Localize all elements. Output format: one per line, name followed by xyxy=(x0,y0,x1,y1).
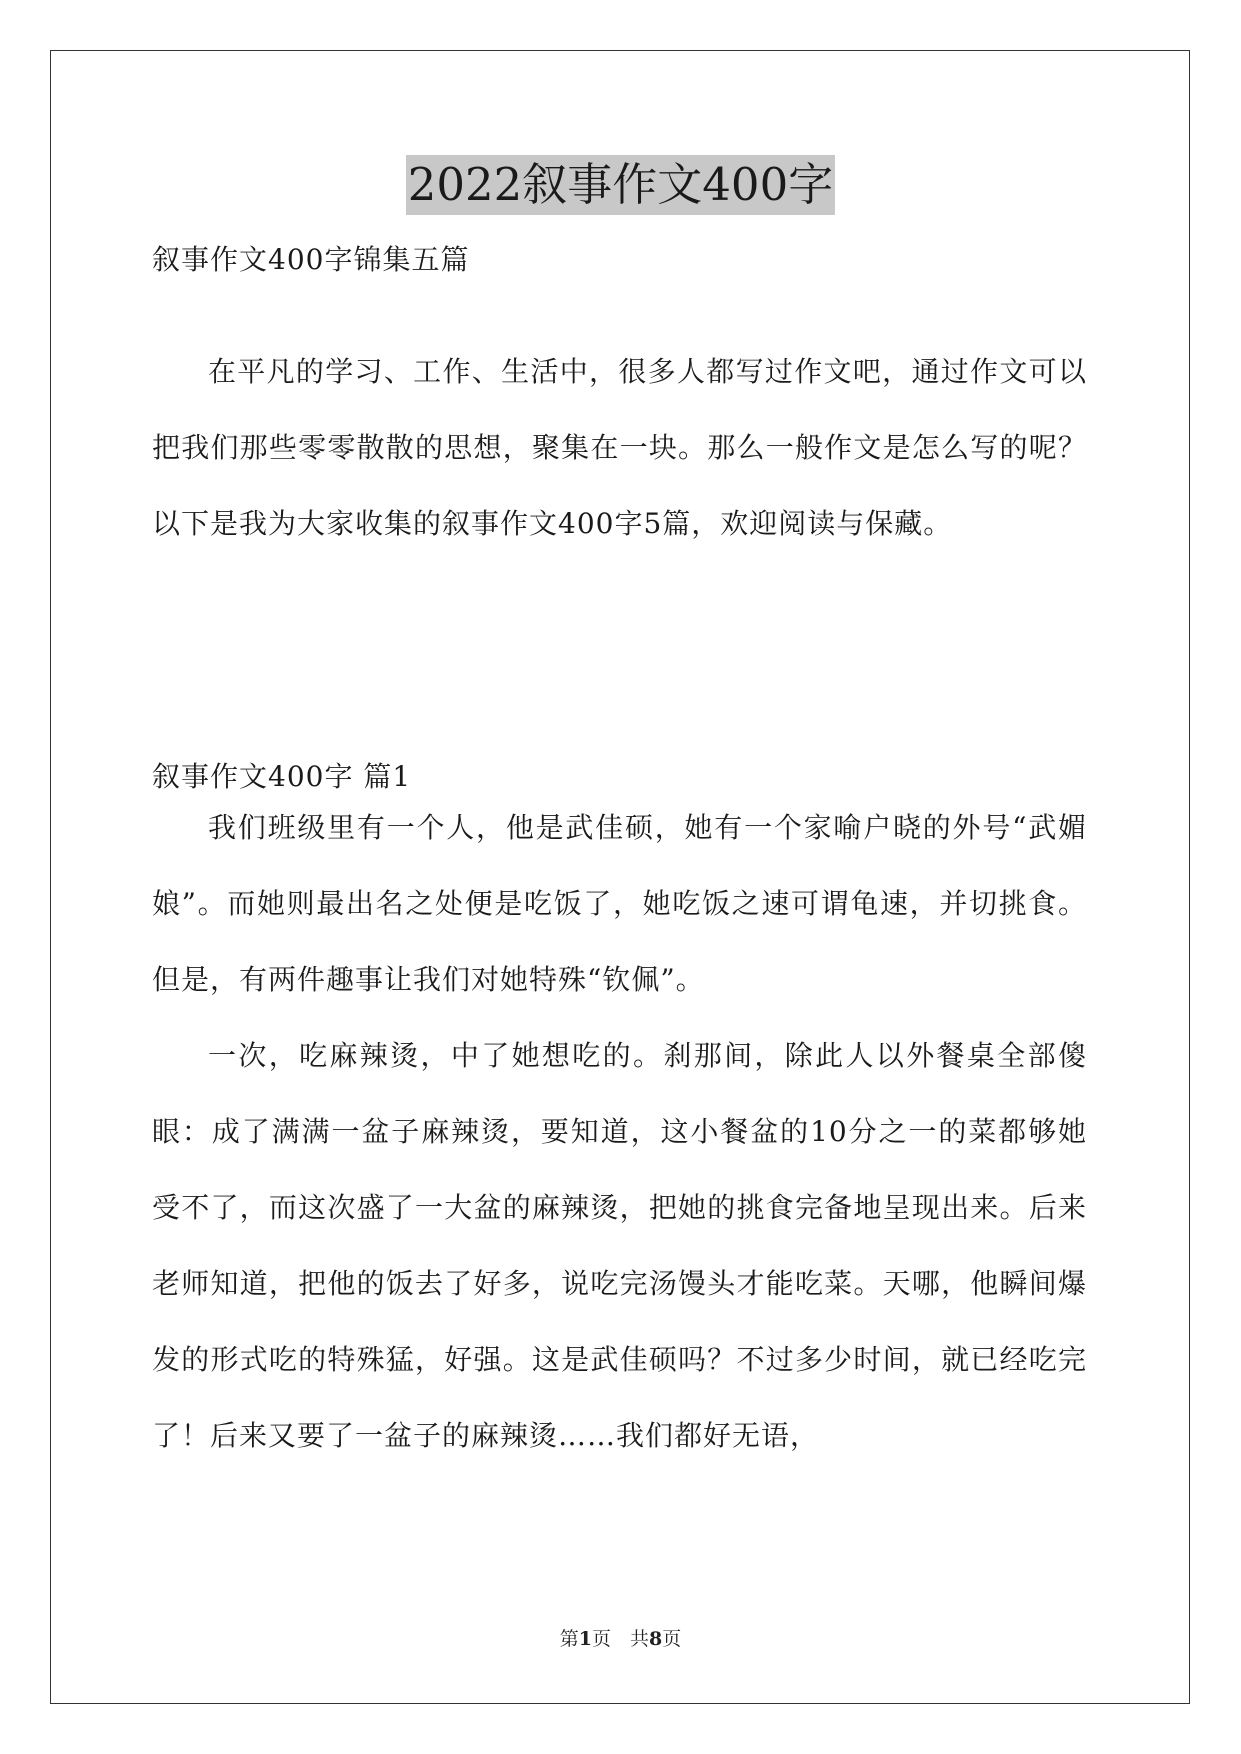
page-current: 1 xyxy=(578,1628,592,1650)
body-paragraph: 我们班级里有一个人，他是武佳硕，她有一个家喻户晓的外号“武媚娘”。而她则最出名之处便是吃饭了，她吃饭之速可谓龟速，并切挑食。但是，有两件趣事让我们对她特殊“钦佩”。 xyxy=(152,811,1087,996)
page-footer xyxy=(0,1624,1241,1651)
page-mid: 页 共 xyxy=(591,1628,649,1650)
body-paragraph: 一次，吃麻辣烫，中了她想吃的。刹那间，除此人以外餐桌全部傻眼：成了满满一盆子麻辣烫，要知道，这小餐盆的10分之一的菜都够她受不了，而这次盛了一大盆的麻辣烫，把她的挑食完备地呈现出来。后来老师知道，把他的饭去了好多，说吃完汤馒头才能吃菜。天哪，他瞬间爆发的形式吃的特殊猛，好强。这是武佳硕吗？不过多少时间，就已经吃完了！后来又要了一盆子的麻辣烫……我们都好无语， xyxy=(152,1039,1087,1452)
document-subtitle: 叙事作文400字锦集五篇 xyxy=(152,243,470,276)
intro-section xyxy=(152,334,1087,562)
section-body-1 xyxy=(152,790,1087,1474)
intro-paragraph: 在平凡的学习、工作、生活中，很多人都写过作文吧，通过作文可以把我们那些零零散散的思想，聚集在一块。那么一般作文是怎么写的呢？以下是我为大家收集的叙事作文400字5篇，欢迎阅读与保藏。 xyxy=(152,355,1087,540)
page-total: 8 xyxy=(649,1628,663,1650)
section-heading-1: 叙事作文400字 篇1 xyxy=(152,760,412,793)
title-container xyxy=(0,155,1241,215)
page-prefix: 第 xyxy=(559,1628,579,1650)
page-suffix: 页 xyxy=(662,1628,682,1650)
document-title: 2022叙事作文400字 xyxy=(406,155,835,215)
